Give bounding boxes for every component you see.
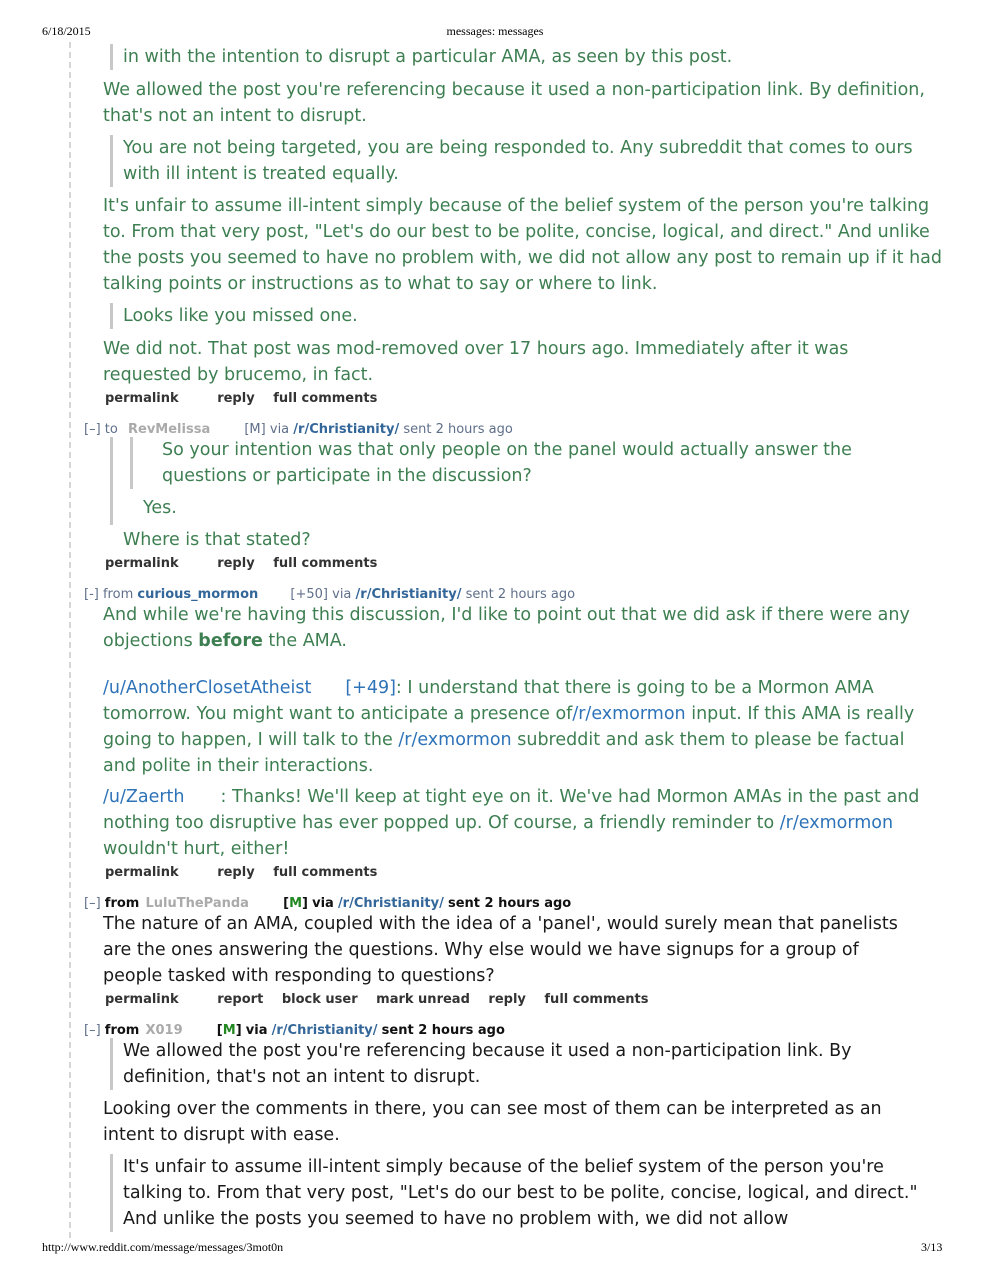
block-user-link[interactable]: block user bbox=[281, 992, 358, 1007]
message-3-paragraph-3: /u/Zaerth : Thanks! We'll keep at tight eye on it. We've had Mormon AMAs in the past and nothing too disruptive has ever popped up. Of course, a friendly reminder to /r/exmormon wouldn't hurt, either! bbox=[103, 787, 920, 859]
message-5-header bbox=[84, 1023, 505, 1038]
direction-label: from bbox=[104, 1023, 140, 1038]
message-2-quote-yes: Yes. bbox=[143, 498, 177, 518]
full-comments-link[interactable]: full comments bbox=[273, 391, 378, 406]
collapse-toggle[interactable]: [–] bbox=[84, 896, 101, 911]
thread-guide-line bbox=[69, 42, 71, 1238]
message-1-paragraph-2: It's unfair to assume ill-intent simply because of the belief system of the person you're talking to. From that very post, "Let's do our best to be polite, concise, logical, and direct." And unlike the posts you seemed to have no problem with, we did not allow any post to remain up if it had talking points or instructions as to what to say or where to link. bbox=[103, 196, 943, 294]
message-3-paragraph-2: /u/AnotherClosetAtheist [+49]: I understand that there is going to be a Mormon AMA tomorrow. You might want to anticipate a presence of/r/exmormon input. If this AMA is really going to happen, I will talk to the /r/exmormon subreddit and ask them to please be factual and polite in their interactions. bbox=[103, 678, 915, 776]
sent-time: sent 2 hours ago bbox=[447, 896, 572, 911]
message-4-actions bbox=[105, 992, 663, 1007]
print-title: messages: messages bbox=[446, 24, 544, 38]
reply-link[interactable]: reply bbox=[217, 865, 255, 880]
print-date: 6/18/2015 bbox=[42, 24, 91, 38]
permalink-link[interactable]: permalink bbox=[105, 865, 179, 880]
mod-flair: [M] bbox=[283, 896, 308, 911]
message-1-paragraph-1: We allowed the post you're referencing because it used a non-participation link. By definition, that's not an intent to disrupt. bbox=[103, 80, 925, 126]
mod-flair: [M] bbox=[244, 422, 266, 437]
collapse-toggle[interactable]: [-] bbox=[84, 587, 99, 602]
direction-label: from bbox=[102, 587, 134, 602]
via-label: via bbox=[332, 587, 352, 602]
via-label: via bbox=[312, 896, 334, 911]
message-2-header bbox=[84, 422, 513, 437]
direction-label: to bbox=[104, 422, 118, 437]
permalink-link[interactable]: permalink bbox=[105, 391, 179, 406]
sent-time: sent 2 hours ago bbox=[403, 422, 513, 437]
message-4-paragraph-1: The nature of an AMA, coupled with the idea of a 'panel', would surely mean that panelists are the ones answering the questions. Why else would we have signups for a group of people tasked with responding to questions? bbox=[103, 914, 898, 986]
mark-unread-link[interactable]: mark unread bbox=[376, 992, 470, 1007]
message-2-actions bbox=[105, 556, 391, 571]
via-label: via bbox=[269, 422, 290, 437]
message-5-quote-2: It's unfair to assume ill-intent simply because of the belief system of the person you're talking to. From that very post, "Let's do our best to be polite, concise, logical, and direct." And unlike the posts you seemed to have no problem with, we did not allow bbox=[110, 1154, 940, 1232]
reply-link[interactable]: reply bbox=[217, 391, 255, 406]
print-url: http://www.reddit.com/message/messages/3mot0n bbox=[42, 1240, 284, 1254]
author-link[interactable]: curious_mormon bbox=[137, 587, 259, 602]
message-3-actions bbox=[105, 865, 391, 880]
subreddit-link[interactable]: /r/Christianity/ bbox=[337, 896, 444, 911]
message-1-quote-3: Looks like you missed one. bbox=[110, 303, 940, 329]
subreddit-link[interactable]: /r/Christianity/ bbox=[293, 422, 400, 437]
message-1-actions bbox=[105, 391, 391, 406]
subreddit-link[interactable]: /r/Christianity/ bbox=[271, 1023, 378, 1038]
message-5-paragraph-1: Looking over the comments in there, you can see most of them can be interpreted as an intent to disrupt with ease. bbox=[103, 1099, 882, 1145]
author-link[interactable]: LuluThePanda bbox=[145, 896, 249, 911]
author-link[interactable]: RevMelissa bbox=[128, 422, 211, 437]
subreddit-link[interactable]: /r/Christianity/ bbox=[355, 587, 462, 602]
author-link[interactable]: X019 bbox=[145, 1023, 183, 1038]
reply-link[interactable]: reply bbox=[217, 556, 255, 571]
subreddit-link-exmormon[interactable]: /r/exmormon bbox=[398, 730, 512, 750]
subreddit-link-exmormon[interactable]: /r/exmormon bbox=[779, 813, 894, 833]
mod-flair: [M] bbox=[216, 1023, 242, 1038]
full-comments-link[interactable]: full comments bbox=[544, 992, 649, 1007]
message-5-quote-1: We allowed the post you're referencing because it used a non-participation link. By definition, that's not an intent to disrupt. bbox=[110, 1038, 910, 1090]
message-3-header bbox=[84, 587, 575, 602]
message-1-quote-1: in with the intention to disrupt a particular AMA, as seen by this post. bbox=[110, 44, 940, 70]
collapse-toggle[interactable]: [–] bbox=[84, 422, 101, 437]
permalink-link[interactable]: permalink bbox=[105, 992, 179, 1007]
direction-label: from bbox=[104, 896, 140, 911]
message-2-quote-inner: So your intention was that only people on the panel would actually answer the questions or participate in the discussion? bbox=[130, 437, 922, 489]
user-link[interactable]: /u/AnotherClosetAtheist bbox=[103, 678, 312, 698]
sent-time: sent 2 hours ago bbox=[381, 1023, 505, 1038]
report-link[interactable]: report bbox=[217, 992, 264, 1007]
collapse-toggle[interactable]: [–] bbox=[84, 1023, 101, 1038]
message-3-paragraph-1: And while we're having this discussion, I'd like to point out that we did ask if there were any objections before the AMA. bbox=[103, 605, 910, 651]
message-4-header bbox=[84, 896, 571, 911]
subreddit-link-exmormon[interactable]: /r/exmormon bbox=[572, 704, 686, 724]
sent-time: sent 2 hours ago bbox=[465, 587, 576, 602]
via-label: via bbox=[245, 1023, 268, 1038]
reply-link[interactable]: reply bbox=[488, 992, 526, 1007]
user-score: [+49] bbox=[345, 678, 396, 698]
full-comments-link[interactable]: full comments bbox=[273, 556, 378, 571]
permalink-link[interactable]: permalink bbox=[105, 556, 179, 571]
full-comments-link[interactable]: full comments bbox=[273, 865, 378, 880]
user-link[interactable]: /u/Zaerth bbox=[103, 787, 185, 807]
score: [+50] bbox=[290, 587, 328, 602]
message-1-paragraph-3: We did not. That post was mod-removed over 17 hours ago. Immediately after it was requested by brucemo, in fact. bbox=[103, 339, 849, 385]
print-page-number: 3/13 bbox=[921, 1240, 943, 1254]
message-2-paragraph-1: Where is that stated? bbox=[123, 530, 311, 550]
message-1-quote-2: You are not being targeted, you are being responded to. Any subreddit that comes to ours with ill intent is treated equally. bbox=[110, 135, 940, 187]
